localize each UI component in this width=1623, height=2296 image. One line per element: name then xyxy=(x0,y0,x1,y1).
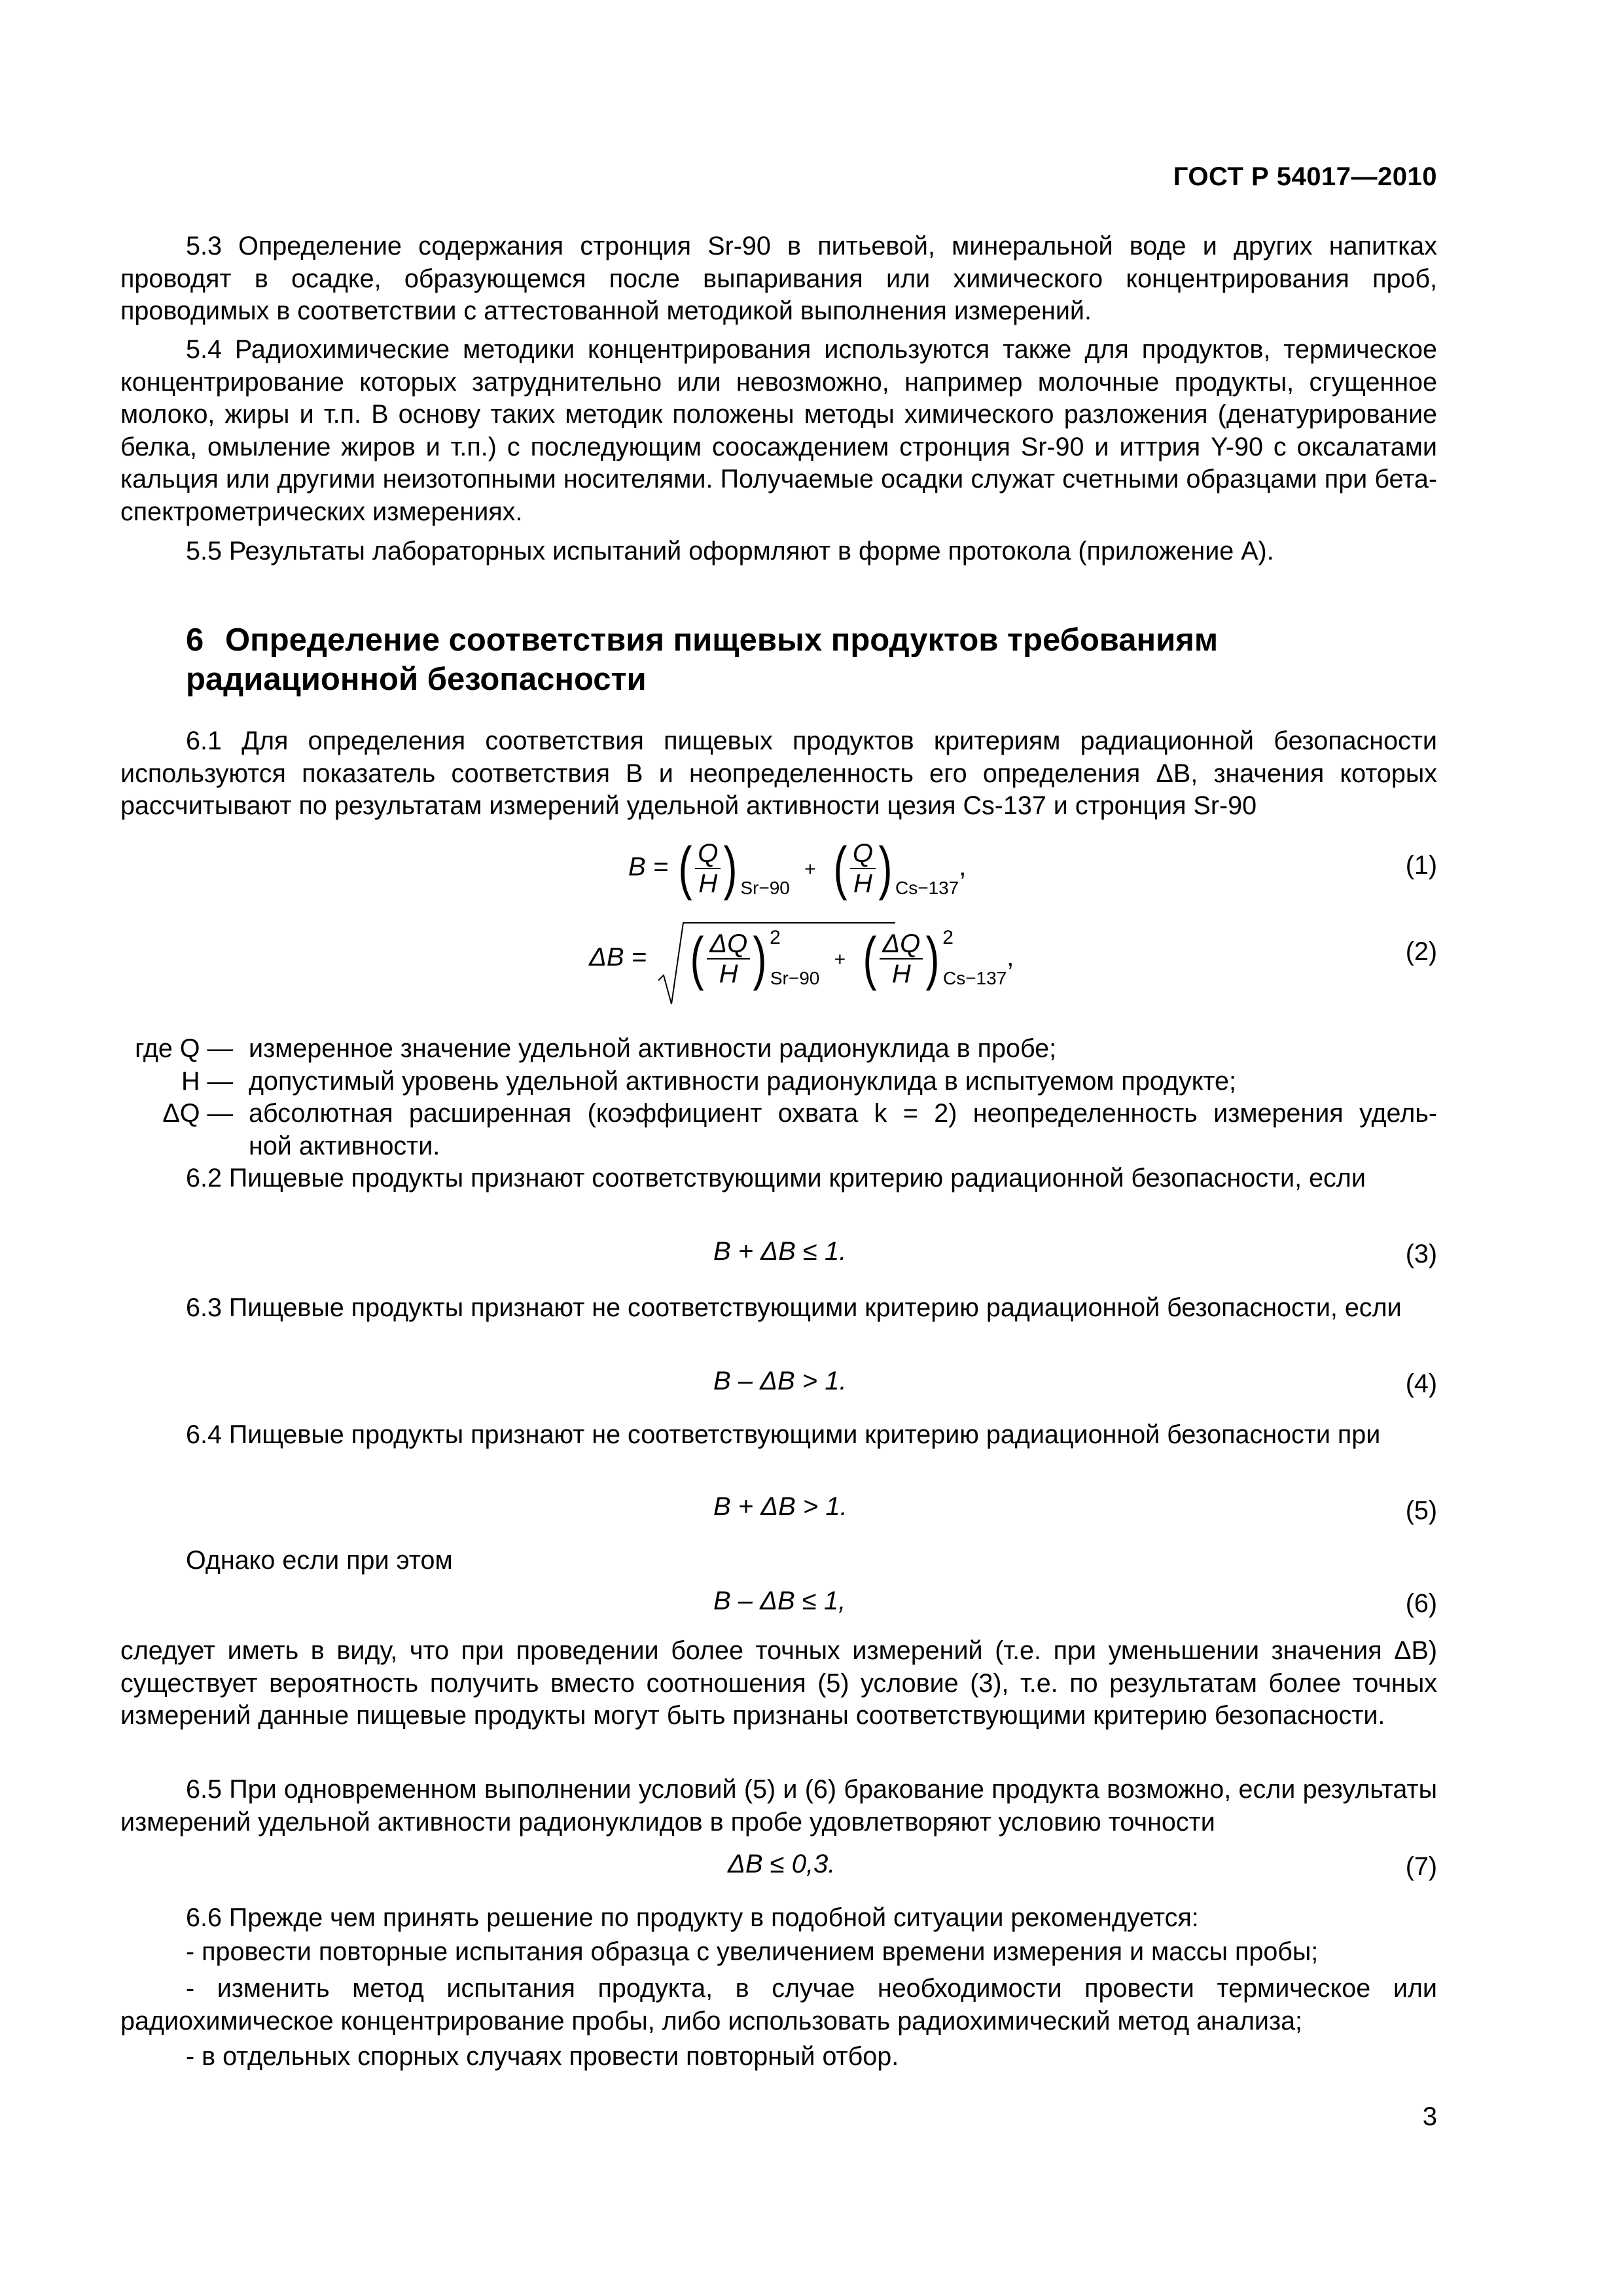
equation-3-number: (3) xyxy=(1405,1240,1437,1268)
eq2-sub-sr90: Sr−90 xyxy=(770,967,820,988)
definition-text: абсолютная расширенная (коэффициент охвата k = 2) неопределенность измерения удель- xyxy=(249,1099,1437,1128)
document-id-header: ГОСТ Р 54017—2010 xyxy=(1173,162,1437,191)
eq1-paren-close-2: ) xyxy=(878,836,893,901)
eq2-sup-2: 2 xyxy=(942,926,954,948)
equation-6-number: (6) xyxy=(1405,1589,1437,1618)
equation-5-number: (5) xyxy=(1405,1496,1437,1525)
eq1-paren-close: ) xyxy=(723,836,738,901)
eq2-sub-cs137: Cs−137 xyxy=(942,967,1007,988)
definition-row xyxy=(120,1098,1437,1130)
definition-row xyxy=(120,1033,1437,1066)
list-item: - изменить метод испытания продукта, в случае необходимости провести термическое или радиохимическое концентрирование пробы, либо использовать радиохимический метод анализа; xyxy=(120,1974,1437,2036)
definition-text: допустимый уровень удельной активности радионуклида в испытуемом продукте; xyxy=(249,1066,1237,1096)
eq1-fraction-1: $\frac{Q}{H}$ xyxy=(695,839,721,898)
eq2-paren-open: ( xyxy=(690,926,704,992)
eq1-paren-open-2: ( xyxy=(833,836,847,901)
equation-4: B – ΔB > 1. xyxy=(713,1367,847,1395)
equation-1-number: (1) xyxy=(1405,851,1437,880)
equation-5: B + ΔB > 1. xyxy=(713,1492,847,1521)
definition-row xyxy=(120,1130,1437,1163)
eq2-paren-close: ) xyxy=(753,926,767,992)
eq2-paren-open-2: ( xyxy=(863,926,877,992)
eq1-lhs: B = xyxy=(628,852,669,882)
eq2-fraction-2: $\frac{\Delta Q}{H}$ xyxy=(880,929,923,988)
equation-7: ΔB ≤ 0,3. xyxy=(728,1850,836,1878)
definition-row xyxy=(120,1066,1437,1098)
list-item: - в отдельных спорных случаях провести повторный отбор. xyxy=(186,2042,899,2071)
section-6-heading xyxy=(186,620,1218,699)
paragraph-however: Однако если при этом xyxy=(186,1546,453,1575)
equation-2-number: (2) xyxy=(1405,937,1437,966)
equation-2 xyxy=(589,926,1014,992)
paragraph-5-5: 5.5 Результаты лабораторных испытаний оформляют в форме протокола (приложение А). xyxy=(186,537,1274,565)
paragraph-6-1: 6.1 Для определения соответствия пищевых продуктов критериям радиационной безопасности используются показатель соответствия B и неопределенность его определения ΔB, значения которых рассчитывают по результатам измерений удельной активности цезия Cs-137 и стронция Sr-90 xyxy=(120,726,1437,820)
paragraph-5-3: 5.3 Определение содержания стронция Sr-90 в питьевой, минеральной воде и других напитках проводят в осадке, образующемся после выпаривания или химического концентрирования проб, проводимых в соответствии с аттестованной методикой выполнения измерений. xyxy=(120,232,1437,325)
paragraph-6-2: 6.2 Пищевые продукты признают соответствующими критерию радиационной безопасности, если xyxy=(186,1164,1366,1193)
eq1-sub-sr90: Sr−90 xyxy=(740,877,790,898)
list-item: - провести повторные испытания образца с увеличением времени измерения и массы пробы; xyxy=(186,1937,1319,1966)
equation-7-number: (7) xyxy=(1405,1852,1437,1881)
eq2-lhs: ΔB = xyxy=(589,942,647,972)
equation-4-number: (4) xyxy=(1405,1369,1437,1398)
definition-text: ной активности. xyxy=(249,1131,440,1160)
page-number: 3 xyxy=(1422,2102,1437,2131)
variable-definitions xyxy=(120,1033,1437,1162)
paragraph-5-4: 5.4 Радиохимические методики концентрирования используются также для продуктов, термическое концентрирование которых затруднительно или невозможно, например молочные продукты, сгущенное молоко, жиры и т.п. В основу таких методик положены методы химического разложения (денатурирование белка, омыление жиров и т.п.) с последующим соосаждением стронция Sr-90 и иттрия Y-90 с оксалатами кальция или другими неизотопными носителями. Получаемые осадки служат счетными образцами при бета-спектрометрических измерениях. xyxy=(120,335,1437,526)
definition-symbol: ΔQ — xyxy=(162,1099,233,1128)
eq1-fraction-2: $\frac{Q}{H}$ xyxy=(850,839,876,898)
section-title-line1: Определение соответствия пищевых продуктов требованиям xyxy=(225,622,1219,658)
paragraph-6-4: 6.4 Пищевые продукты признают не соответствующими критерию радиационной безопасности при xyxy=(186,1420,1381,1449)
eq2-fraction-1: $\frac{\Delta Q}{H}$ xyxy=(707,929,750,988)
paragraph-6-3: 6.3 Пищевые продукты признают не соответствующими критерию радиационной безопасности, если xyxy=(186,1293,1402,1322)
paragraph-follow: следует иметь в виду, что при проведении более точных измерений (т.е. при уменьшении значения ΔB) существует вероятность получить вместо соотношения (5) условие (3), т.е. по результатам более точных измерений данные пищевые продукты могут быть признаны соответствующими критерию безопасности. xyxy=(120,1636,1437,1730)
equation-1 xyxy=(628,836,967,901)
eq2-paren-close-2: ) xyxy=(925,926,940,992)
eq2-sup-1: 2 xyxy=(770,926,781,948)
equation-3: B + ΔB ≤ 1. xyxy=(713,1237,847,1266)
eq2-plus: + xyxy=(834,948,846,971)
equation-6: B – ΔB ≤ 1, xyxy=(713,1587,846,1615)
eq1-comma: , xyxy=(959,852,967,882)
definition-symbol: H — xyxy=(181,1066,233,1096)
paragraph-6-5: 6.5 При одновременном выполнении условий (5) и (6) бракование продукта возможно, если результаты измерений удельной активности радионуклидов в пробе удовлетворяют условию точности xyxy=(120,1775,1437,1837)
paragraph-6-6: 6.6 Прежде чем принять решение по продукту в подобной ситуации рекомендуется: xyxy=(186,1903,1199,1932)
eq1-sub-cs137: Cs−137 xyxy=(895,877,959,898)
eq2-comma: , xyxy=(1007,942,1014,972)
definition-symbol: где Q — xyxy=(135,1034,233,1063)
section-number: 6 xyxy=(186,622,204,658)
section-title-line2: радиационной безопасности xyxy=(186,662,647,697)
definition-text: измеренное значение удельной активности радионуклида в пробе; xyxy=(249,1034,1057,1063)
eq1-paren-open: ( xyxy=(678,836,692,901)
eq1-plus: + xyxy=(804,858,816,880)
